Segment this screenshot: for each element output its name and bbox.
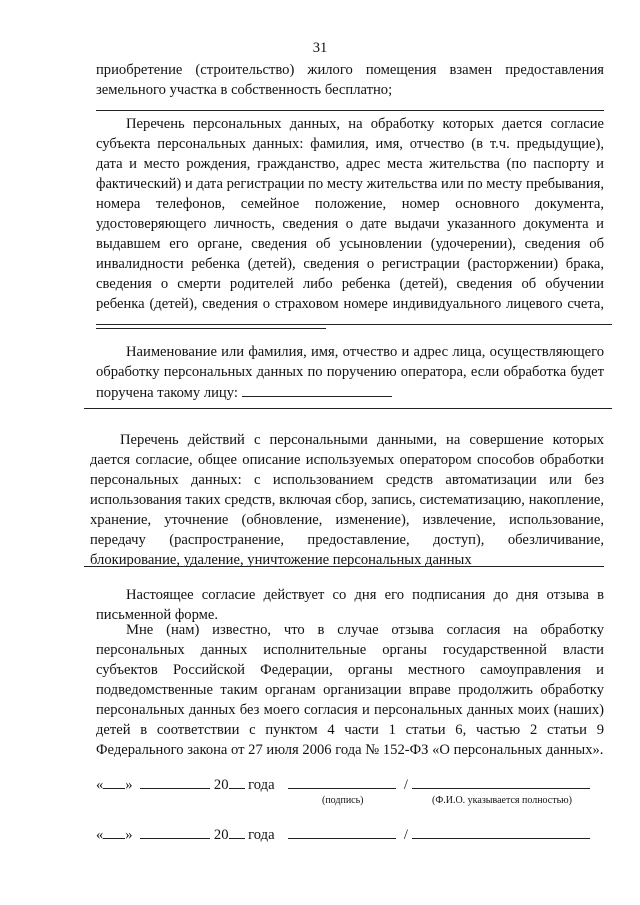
actions-paragraph: Перечень действий с персональными данными, на совершение которых дается согласие, общее описание используемых оператором способов обработки персональных данных: с использованием средств автоматизации или без использования таких средств, включая сбор, запись, систематизацию, накопление, хранение, уточнение (обновление, изменение), извлечение, использование, передачу (распространение, предоставление, доступ), обезличивание, блокирование, удаление, уничтожение персональных данных [90, 432, 604, 568]
divider-line [84, 408, 612, 409]
year-prefix: 20 [213, 777, 229, 793]
year-field[interactable] [229, 774, 245, 789]
quote-close: » [125, 827, 133, 843]
quote-open: « [96, 777, 104, 793]
divider-line [84, 566, 604, 567]
processor-text: Наименование или фамилия, имя, отчество и адрес лица, осуществляющего обработку персональных данных по поручению оператора, если обработка будет поручена такому лицу: [96, 344, 604, 401]
signature-field[interactable] [288, 774, 396, 789]
notice-paragraph: Мне (нам) известно, что в случае отзыва согласия на обработку персональных данных исполнительные органы государственной власти субъектов Российской Федерации, органы местного самоуправления и подведомственные таким органам организации вправе продолжить обработку персональных данных без моего согласия и персональных данных моих (наших) детей в соответствии с пунктом 4 части 1 статьи 6, частью 2 статьи 9 Федерального закона от 27 июля 2006 года № 152-ФЗ «О персональных данных». [96, 622, 604, 758]
full-name-field[interactable] [412, 824, 590, 839]
slash: / [403, 777, 408, 793]
day-field[interactable] [103, 774, 125, 789]
signature-row [96, 774, 590, 795]
signature-row [96, 824, 590, 845]
year-field[interactable] [229, 824, 245, 839]
page-number: 31 [312, 40, 328, 56]
account-number-field[interactable] [96, 314, 326, 329]
day-field[interactable] [103, 824, 125, 839]
signature-caption: (подпись) [322, 795, 364, 806]
validity-paragraph: Настоящее согласие действует со дня его подписания до дня отзыва в письменной форме. [96, 587, 604, 623]
year-suffix: года [248, 827, 275, 843]
name-caption: (Ф.И.О. указывается полностью) [432, 795, 572, 806]
processor-field[interactable] [242, 382, 392, 397]
personal-data-text: Перечень персональных данных, на обработку которых дается согласие субъекта персональных данных: фамилия, имя, отчество (в т.ч. предыдущие), дата и место рождения, гражданство, адрес места жительства (по паспорту и фактический) и дата регистрации по месту жительства или по месту пребывания, номера телефонов, семейное положение, номер основного документа, удостоверяющего личность, сведения о дате выдачи указанного документа и выдавшем его органе, сведения об усыновлении (удочерении), сведения об инвалидности ребенка (детей), сведения о регистрации (расторжении) брака, сведения о смерти родителей либо ребенка (детей), сведения об обучении ребенка (детей), сведения о страховом номере индивидуального лицевого счета, [96, 116, 604, 312]
intro-paragraph: приобретение (строительство) жилого помещения взамен предоставления земельного участка в собственность бесплатно; [96, 62, 604, 98]
year-prefix: 20 [213, 827, 229, 843]
slash: / [403, 827, 408, 843]
signature-field[interactable] [288, 824, 396, 839]
year-suffix: года [248, 777, 275, 793]
quote-close: » [125, 777, 133, 793]
personal-data-list [96, 114, 604, 335]
month-field[interactable] [140, 774, 210, 789]
divider-line [96, 110, 604, 111]
quote-open: « [96, 827, 104, 843]
month-field[interactable] [140, 824, 210, 839]
divider-line [96, 324, 612, 325]
full-name-field[interactable] [412, 774, 590, 789]
processor-block [96, 342, 604, 403]
